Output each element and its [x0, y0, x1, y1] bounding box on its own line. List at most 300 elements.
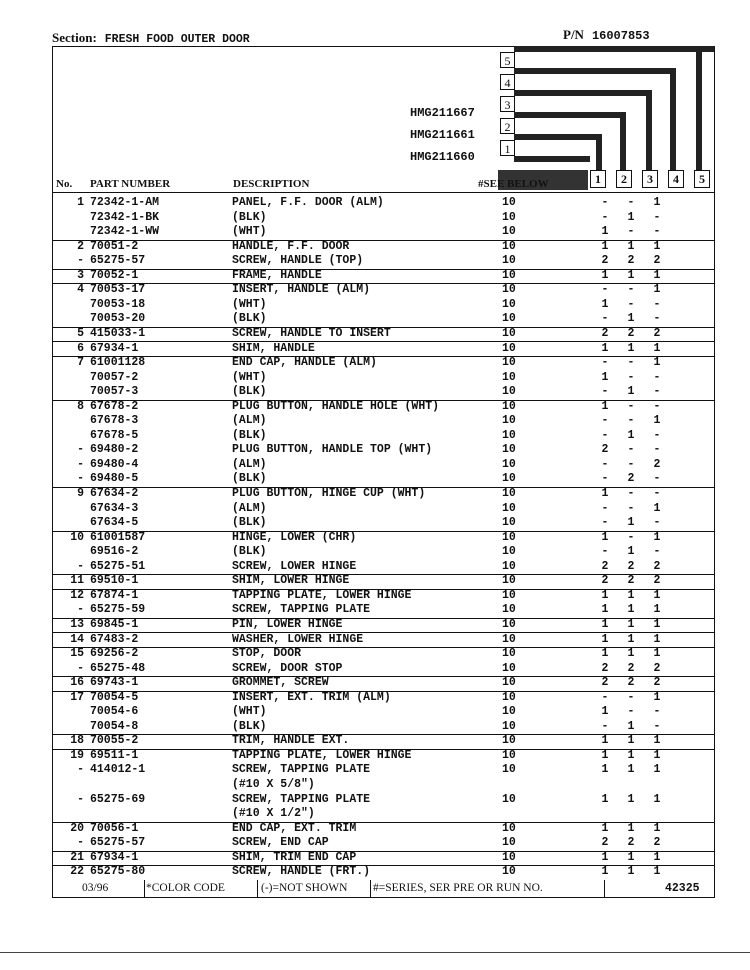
- series-3-qty: 2: [653, 254, 661, 268]
- series-1-qty: 1: [601, 821, 609, 835]
- part-number: 69845-1: [90, 617, 139, 631]
- item-number: 20: [70, 821, 84, 835]
- table-row: [52, 691, 715, 706]
- part-description: (WHT): [232, 225, 267, 239]
- see-below-value: 10: [502, 239, 516, 253]
- part-description: TRIM, HANDLE EXT.: [232, 734, 350, 748]
- part-description: SCREW, HANDLE (TOP): [232, 254, 364, 268]
- part-description: (WHT): [232, 297, 267, 311]
- series-1-qty: -: [601, 196, 609, 209]
- part-description: SCREW, HANDLE (FRT.): [232, 865, 371, 879]
- item-number: -: [77, 603, 84, 617]
- part-number: 67634-3: [90, 501, 139, 515]
- series-1-qty: -: [601, 414, 609, 428]
- table-row: [52, 429, 715, 444]
- part-description: (BLK): [232, 428, 267, 442]
- series-3-qty: 2: [653, 457, 661, 471]
- series-3-qty: 1: [653, 865, 661, 879]
- see-below-value: 10: [502, 719, 516, 733]
- table-row: [52, 371, 715, 386]
- item-number: 10: [70, 530, 84, 544]
- table-row: [52, 574, 715, 590]
- see-below-value: 10: [502, 196, 516, 209]
- header-rule: [52, 192, 715, 193]
- series-1-qty: 1: [601, 588, 609, 602]
- series-2-qty: 1: [627, 341, 635, 355]
- series-1-qty: -: [601, 428, 609, 442]
- part-description: SCREW, TAPPING PLATE: [232, 763, 371, 777]
- table-row: [52, 793, 715, 808]
- series-2-qty: 2: [627, 836, 635, 850]
- table-row: [52, 502, 715, 517]
- col-series-3: 3: [642, 170, 658, 188]
- series-2-qty: -: [627, 399, 635, 413]
- item-number: 21: [70, 850, 84, 864]
- item-number: 12: [70, 588, 84, 602]
- part-number: 70056-1: [90, 821, 139, 835]
- pn-label: P/N: [563, 27, 584, 42]
- part-description: STOP, DOOR: [232, 647, 302, 661]
- series-3-qty: 1: [653, 647, 661, 661]
- series-3-qty: 1: [653, 283, 661, 297]
- part-description: (WHT): [232, 705, 267, 719]
- series-2-qty: 1: [627, 865, 635, 879]
- part-description: (ALM): [232, 414, 267, 428]
- series-3-qty: 1: [653, 734, 661, 748]
- footer-doc-number: 42325: [665, 882, 700, 895]
- footer-bar: [52, 880, 715, 898]
- series-1-qty: 1: [601, 734, 609, 748]
- item-number: -: [77, 792, 84, 806]
- series-1-qty: 1: [601, 632, 609, 646]
- item-number: -: [77, 559, 84, 573]
- series-3-qty: 1: [653, 632, 661, 646]
- series-1-qty: 1: [601, 647, 609, 661]
- series-1-qty: 1: [601, 748, 609, 762]
- see-below-value: 10: [502, 661, 516, 675]
- series-1-qty: 1: [601, 617, 609, 631]
- series-2-qty: -: [627, 530, 635, 544]
- item-number: 13: [70, 617, 84, 631]
- part-number: 65275-51: [90, 559, 146, 573]
- table-row: [52, 211, 715, 226]
- table-row: [52, 836, 715, 852]
- table-row: [52, 196, 715, 211]
- see-below-value: 10: [502, 850, 516, 864]
- model-hmg211661: HMG211661: [410, 128, 475, 142]
- series-box-1: 1: [500, 140, 515, 156]
- see-below-value: 10: [502, 428, 516, 442]
- part-description: HANDLE, F.F. DOOR: [232, 239, 350, 253]
- series-2-qty: 2: [627, 559, 635, 573]
- part-description: TAPPING PLATE, LOWER HINGE: [232, 588, 412, 602]
- see-below-value: 10: [502, 530, 516, 544]
- table-row: [52, 283, 715, 298]
- table-row: [52, 545, 715, 560]
- item-number: 5: [77, 326, 84, 340]
- item-number: 11: [70, 574, 84, 588]
- series-box-2: 2: [500, 118, 515, 134]
- table-row: [52, 312, 715, 328]
- series-1-qty: 1: [601, 297, 609, 311]
- table-row: [52, 385, 715, 401]
- part-description: (ALM): [232, 457, 267, 471]
- part-number: 67678-2: [90, 399, 139, 413]
- series-2-qty: -: [627, 705, 635, 719]
- part-description: (BLK): [232, 472, 267, 486]
- table-row: [52, 472, 715, 488]
- series-1-qty: -: [601, 472, 609, 486]
- item-number: -: [77, 443, 84, 457]
- part-number: 415033-1: [90, 326, 146, 340]
- series-2-qty: 1: [627, 617, 635, 631]
- series-3-qty: 1: [653, 690, 661, 704]
- item-number: 22: [70, 865, 84, 879]
- part-number: 69256-2: [90, 647, 139, 661]
- series-2-qty: 1: [627, 603, 635, 617]
- part-number: 70053-20: [90, 312, 146, 326]
- see-below-value: 10: [502, 443, 516, 457]
- part-description: SCREW, LOWER HINGE: [232, 559, 357, 573]
- series-1-qty: 2: [601, 326, 609, 340]
- part-description: END CAP, HANDLE (ALM): [232, 356, 377, 370]
- part-number: 65275-57: [90, 836, 146, 850]
- table-row: [52, 865, 715, 880]
- series-3-qty: 1: [653, 617, 661, 631]
- part-number: 67934-1: [90, 341, 139, 355]
- part-number: 67678-3: [90, 414, 139, 428]
- item-number: 3: [77, 268, 84, 282]
- part-description: SCREW, DOOR STOP: [232, 661, 343, 675]
- table-row: [52, 225, 715, 241]
- see-below-value: 10: [502, 748, 516, 762]
- series-2-qty: -: [627, 225, 635, 239]
- series-1-qty: 2: [601, 836, 609, 850]
- part-description: SHIM, TRIM END CAP: [232, 850, 357, 864]
- series-2-qty: -: [627, 501, 635, 515]
- series-1-qty: 1: [601, 603, 609, 617]
- series-2-qty: 1: [627, 792, 635, 806]
- series-1-qty: 1: [601, 530, 609, 544]
- series-3-qty: 1: [653, 588, 661, 602]
- see-below-value: 10: [502, 617, 516, 631]
- part-description: (#10 X 5/8"): [232, 778, 315, 791]
- series-3-qty: 1: [653, 414, 661, 428]
- series-2-qty: 1: [627, 719, 635, 733]
- series-2-qty: -: [627, 457, 635, 471]
- series-2-qty: 1: [627, 516, 635, 530]
- series-2-qty: -: [627, 690, 635, 704]
- series-2-qty: 1: [627, 312, 635, 326]
- series-1-qty: -: [601, 385, 609, 399]
- part-description: SHIM, LOWER HINGE: [232, 574, 350, 588]
- part-description: (BLK): [232, 719, 267, 733]
- series-1-qty: -: [601, 283, 609, 297]
- series-1-qty: 1: [601, 239, 609, 253]
- item-number: -: [77, 472, 84, 486]
- model-hmg211660: HMG211660: [410, 150, 475, 164]
- series-1-qty: 2: [601, 254, 609, 268]
- see-below-value: 10: [502, 647, 516, 661]
- series-3-qty: -: [653, 705, 661, 719]
- table-row: [52, 618, 715, 634]
- series-1-qty: 1: [601, 487, 609, 500]
- part-number: 69516-2: [90, 545, 139, 559]
- see-below-value: 10: [502, 603, 516, 617]
- see-below-value: 10: [502, 457, 516, 471]
- col-description: DESCRIPTION: [233, 178, 310, 190]
- series-box-3: 3: [500, 96, 515, 112]
- table-row: [52, 458, 715, 473]
- series-3-qty: 1: [653, 530, 661, 544]
- item-number: 9: [77, 487, 84, 500]
- series-3-qty: 1: [653, 356, 661, 370]
- footer-color-code: *COLOR CODE: [146, 882, 225, 894]
- series-3-qty: 2: [653, 326, 661, 340]
- part-number: 69480-4: [90, 457, 139, 471]
- part-description: PLUG BUTTON, HANDLE TOP (WHT): [232, 443, 433, 457]
- series-3-qty: -: [653, 210, 661, 224]
- table-row: [52, 822, 715, 837]
- see-below-value: 10: [502, 225, 516, 239]
- part-description: INSERT, EXT. TRIM (ALM): [232, 690, 391, 704]
- series-3-qty: -: [653, 719, 661, 733]
- series-2-qty: 1: [627, 647, 635, 661]
- see-below-value: 10: [502, 676, 516, 690]
- part-number: 72342-1-AM: [90, 196, 160, 209]
- series-3-qty: 2: [653, 559, 661, 573]
- page-bottom-rule: [0, 952, 750, 953]
- series-2-qty: 1: [627, 588, 635, 602]
- table-row: [52, 356, 715, 371]
- part-description: TAPPING PLATE, LOWER HINGE: [232, 748, 412, 762]
- item-number: -: [77, 254, 84, 268]
- see-below-value: 10: [502, 283, 516, 297]
- part-description: (#10 X 1/2"): [232, 807, 315, 821]
- part-number: 70057-2: [90, 370, 139, 384]
- table-row: [52, 516, 715, 532]
- series-2-qty: 2: [627, 326, 635, 340]
- series-1-qty: -: [601, 356, 609, 370]
- part-number-header: [563, 27, 650, 43]
- see-below-value: 10: [502, 792, 516, 806]
- part-description: (WHT): [232, 370, 267, 384]
- series-1-qty: -: [601, 457, 609, 471]
- series-2-qty: -: [627, 356, 635, 370]
- series-1-qty: 2: [601, 676, 609, 690]
- part-number: 67634-5: [90, 516, 139, 530]
- series-3-qty: 1: [653, 239, 661, 253]
- series-2-qty: 1: [627, 850, 635, 864]
- table-row: [52, 531, 715, 546]
- part-description: INSERT, HANDLE (ALM): [232, 283, 371, 297]
- table-row: [52, 603, 715, 619]
- series-3-qty: -: [653, 516, 661, 530]
- part-description: (BLK): [232, 210, 267, 224]
- series-1-qty: -: [601, 312, 609, 326]
- series-2-qty: -: [627, 297, 635, 311]
- table-row: [52, 749, 715, 764]
- series-3-qty: 2: [653, 836, 661, 850]
- see-below-value: 10: [502, 865, 516, 879]
- table-row: [52, 414, 715, 429]
- item-number: 4: [77, 283, 84, 297]
- part-description: (ALM): [232, 501, 267, 515]
- table-row: [52, 647, 715, 662]
- table-row: [52, 807, 715, 823]
- series-2-qty: 1: [627, 632, 635, 646]
- table-row: [52, 633, 715, 649]
- series-3-qty: 1: [653, 850, 661, 864]
- part-description: GROMMET, SCREW: [232, 676, 329, 690]
- item-number: 15: [70, 647, 84, 661]
- series-3-qty: 1: [653, 603, 661, 617]
- series-3-qty: -: [653, 428, 661, 442]
- part-description: PLUG BUTTON, HINGE CUP (WHT): [232, 487, 426, 500]
- see-below-value: 10: [502, 414, 516, 428]
- series-1-qty: 2: [601, 574, 609, 588]
- series-1-qty: 1: [601, 370, 609, 384]
- see-below-value: 10: [502, 472, 516, 486]
- see-below-value: 10: [502, 501, 516, 515]
- series-2-qty: 1: [627, 210, 635, 224]
- series-1-qty: 2: [601, 559, 609, 573]
- col-series-5: 5: [694, 170, 710, 188]
- footer-not-shown: (-)=NOT SHOWN: [261, 882, 348, 894]
- pn-value: 16007853: [591, 29, 650, 43]
- see-below-value: 10: [502, 705, 516, 719]
- item-number: 7: [77, 356, 84, 370]
- series-2-qty: 2: [627, 661, 635, 675]
- series-3-qty: -: [653, 225, 661, 239]
- col-series-2: 2: [616, 170, 632, 188]
- series-2-qty: 2: [627, 472, 635, 486]
- item-number: 2: [77, 239, 84, 253]
- series-2-qty: 1: [627, 763, 635, 777]
- series-2-qty: 1: [627, 385, 635, 399]
- part-description: END CAP, EXT. TRIM: [232, 821, 357, 835]
- part-number: 69510-1: [90, 574, 139, 588]
- series-2-qty: -: [627, 370, 635, 384]
- table-row: [52, 720, 715, 736]
- table-row: [52, 240, 715, 255]
- see-below-value: 10: [502, 312, 516, 326]
- series-1-qty: -: [601, 210, 609, 224]
- series-2-qty: 1: [627, 268, 635, 282]
- series-2-qty: 1: [627, 428, 635, 442]
- series-3-qty: -: [653, 312, 661, 326]
- series-3-qty: 1: [653, 748, 661, 762]
- section-value: FRESH FOOD OUTER DOOR: [104, 33, 250, 46]
- series-3-qty: -: [653, 370, 661, 384]
- series-1-qty: 1: [601, 792, 609, 806]
- table-row: [52, 778, 715, 793]
- part-description: PLUG BUTTON, HANDLE HOLE (WHT): [232, 399, 440, 413]
- table-row: [52, 269, 715, 285]
- series-3-qty: 1: [653, 268, 661, 282]
- series-1-qty: -: [601, 545, 609, 559]
- see-below-value: 10: [502, 487, 516, 500]
- series-3-qty: -: [653, 297, 661, 311]
- series-1-qty: 2: [601, 443, 609, 457]
- part-number: 70054-5: [90, 690, 139, 704]
- series-3-qty: 1: [653, 792, 661, 806]
- series-1-qty: 1: [601, 225, 609, 239]
- part-number: 69511-1: [90, 748, 139, 762]
- series-1-qty: 1: [601, 705, 609, 719]
- table-row: [52, 400, 715, 415]
- part-number: 70054-6: [90, 705, 139, 719]
- series-1-qty: 1: [601, 865, 609, 879]
- series-3-qty: 1: [653, 196, 661, 209]
- table-row: [52, 705, 715, 720]
- part-description: SCREW, END CAP: [232, 836, 329, 850]
- item-number: -: [77, 661, 84, 675]
- see-below-value: 10: [502, 836, 516, 850]
- series-3-qty: -: [653, 399, 661, 413]
- col-series-4: 4: [668, 170, 684, 188]
- series-box-5: 5: [500, 52, 515, 68]
- part-description: PANEL, F.F. DOOR (ALM): [232, 196, 384, 209]
- series-3-qty: 1: [653, 763, 661, 777]
- series-2-qty: -: [627, 196, 635, 209]
- table-row: [52, 298, 715, 313]
- series-box-4: 4: [500, 74, 515, 90]
- part-number: 67483-2: [90, 632, 139, 646]
- table-row: [52, 342, 715, 358]
- series-1-qty: 1: [601, 341, 609, 355]
- table-row: [52, 676, 715, 692]
- table-row: [52, 254, 715, 270]
- see-below-value: 10: [502, 632, 516, 646]
- table-row: [52, 487, 715, 502]
- series-1-qty: 2: [601, 661, 609, 675]
- part-number: 69743-1: [90, 676, 139, 690]
- series-1-qty: 1: [601, 399, 609, 413]
- series-2-qty: -: [627, 487, 635, 500]
- item-number: -: [77, 836, 84, 850]
- item-number: 6: [77, 341, 84, 355]
- part-description: WASHER, LOWER HINGE: [232, 632, 364, 646]
- part-description: (BLK): [232, 312, 267, 326]
- part-description: PIN, LOWER HINGE: [232, 617, 343, 631]
- part-number: 69480-2: [90, 443, 139, 457]
- part-number: 61001587: [90, 530, 146, 544]
- part-description: SHIM, HANDLE: [232, 341, 315, 355]
- series-2-qty: 1: [627, 545, 635, 559]
- see-below-value: 10: [502, 821, 516, 835]
- series-3-qty: 1: [653, 501, 661, 515]
- see-below-value: 10: [502, 326, 516, 340]
- item-number: -: [77, 457, 84, 471]
- part-description: (BLK): [232, 545, 267, 559]
- series-1-qty: 1: [601, 850, 609, 864]
- part-number: 70053-18: [90, 297, 146, 311]
- series-2-qty: 1: [627, 748, 635, 762]
- part-number: 67678-5: [90, 428, 139, 442]
- see-below-value: 10: [502, 690, 516, 704]
- part-number: 72342-1-BK: [90, 210, 160, 224]
- see-below-value: 10: [502, 341, 516, 355]
- part-number: 72342-1-WW: [90, 225, 160, 239]
- item-number: 14: [70, 632, 84, 646]
- series-2-qty: -: [627, 283, 635, 297]
- series-2-qty: 2: [627, 676, 635, 690]
- table-row: [52, 851, 715, 867]
- item-number: 18: [70, 734, 84, 748]
- part-number: 67934-1: [90, 850, 139, 864]
- see-below-value: 10: [502, 254, 516, 268]
